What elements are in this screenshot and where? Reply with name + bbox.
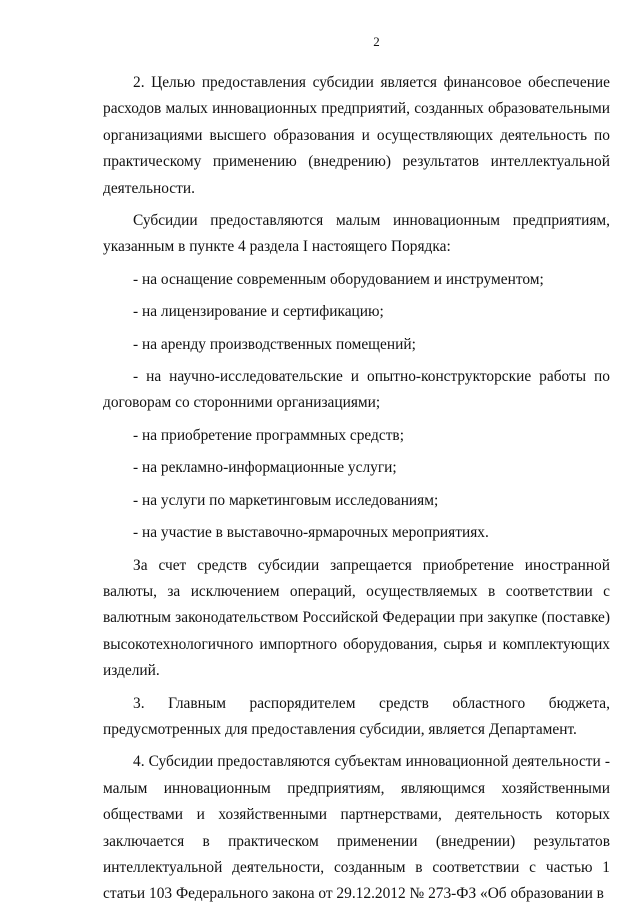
list-item: - на аренду производственных помещений;	[133, 335, 416, 353]
paragraph-purpose: 2. Целью предоставления субсидии является финансовое обеспечение расходов малых инновационных предприятий, созданных образовательными организациями высшего образования и осуществляющих деятельность по практическому применению (внедрению) результатов интеллектуальной деятельности.	[103, 74, 610, 197]
list-item: - на рекламно-информационные услуги;	[133, 459, 397, 477]
document-body	[103, 70, 610, 908]
page-number: 2	[373, 34, 380, 49]
list-item: - на приобретение программных средств;	[133, 426, 404, 444]
list-item: - на научно-исследовательские и опытно-конструкторские работы по договорам со сторонними организациями;	[103, 368, 610, 412]
paragraph-currency-restriction: За счет средств субсидии запрещается приобретение иностранной валюты, за исключением операций, осуществляемых в соответствии с валютным законодательством Российской Федерации при закупке (поставке) высокотехнологичного импортного оборудования, сырья и комплектующих изделий.	[103, 556, 610, 680]
list-item: - на лицензирование и сертификацию;	[133, 303, 384, 321]
list-item: - на оснащение современным оборудованием и инструментом;	[133, 270, 544, 288]
paragraph-main-administrator: 3. Главным распорядителем средств областного бюджета, предусмотренных для предоставления субсидии, является Департамент.	[103, 694, 610, 738]
paragraph-subsidy-intro: Субсидии предоставляются малым инновационным предприятиям, указанным в пункте 4 раздела I настоящего Порядка:	[103, 212, 610, 256]
list-item: - на услуги по маркетинговым исследованиям;	[133, 491, 439, 509]
list-item: - на участие в выставочно-ярмарочных мероприятиях.	[133, 524, 489, 542]
paragraph-recipients: 4. Субсидии предоставляются субъектам инновационной деятельности - малым инновационным предприятиям, являющимся хозяйственными обществами и хозяйственными партнерствами, деятельность которых заключается в практическом применении (внедрении) результатов интеллектуальной деятельности, созданным в соответствии с частью 1 статьи 103 Федерального закона от 29.12.2012 № 273-ФЗ «Об образовании в	[103, 753, 610, 903]
